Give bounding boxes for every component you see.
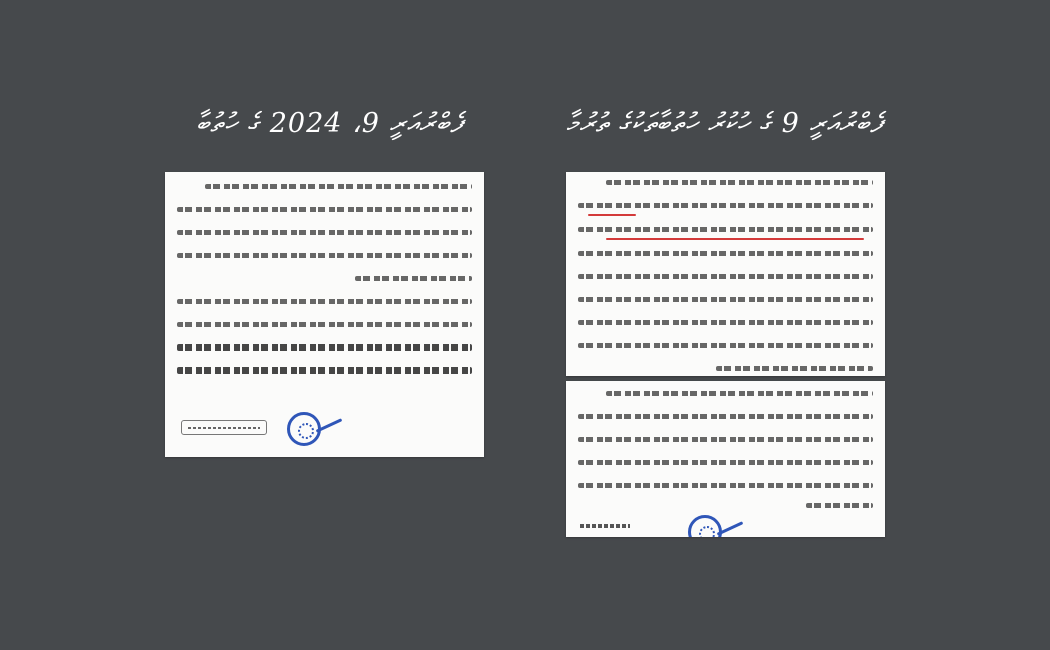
khutbah-document-right-part2 bbox=[566, 381, 885, 537]
text-line bbox=[578, 251, 873, 256]
right-column-title: ފެބްރުއަރީ 9 ގެ ހުކުރު ހުތުބާތަކުގެ ތުރުމާ bbox=[566, 108, 884, 139]
khutbah-document-left bbox=[165, 172, 484, 457]
text-line bbox=[177, 207, 472, 212]
khutbah-document-right-part1 bbox=[566, 172, 885, 376]
text-line bbox=[578, 227, 873, 232]
text-line bbox=[205, 184, 472, 189]
text-line bbox=[177, 322, 472, 327]
text-line bbox=[578, 414, 873, 419]
text-line bbox=[578, 203, 873, 208]
text-line bbox=[606, 391, 873, 396]
signature-label-box bbox=[181, 420, 267, 435]
left-column-title: ފެބްރުއަރީ 9، 2024 ގެ ހުތުބާ bbox=[196, 108, 464, 139]
text-line bbox=[716, 366, 873, 371]
text-line bbox=[806, 503, 873, 508]
signatory-name bbox=[580, 524, 630, 528]
red-underline bbox=[588, 214, 636, 216]
text-line bbox=[578, 460, 873, 465]
text-line bbox=[578, 274, 873, 279]
text-line bbox=[578, 343, 873, 348]
text-line bbox=[355, 276, 472, 281]
text-line bbox=[578, 297, 873, 302]
text-line bbox=[177, 230, 472, 235]
text-line bbox=[578, 320, 873, 325]
text-line bbox=[177, 299, 472, 304]
text-line bbox=[177, 344, 472, 351]
text-line bbox=[177, 253, 472, 258]
text-line bbox=[606, 180, 873, 185]
text-line bbox=[177, 367, 472, 374]
red-underline bbox=[606, 238, 864, 240]
text-line bbox=[578, 437, 873, 442]
text-line bbox=[578, 483, 873, 488]
